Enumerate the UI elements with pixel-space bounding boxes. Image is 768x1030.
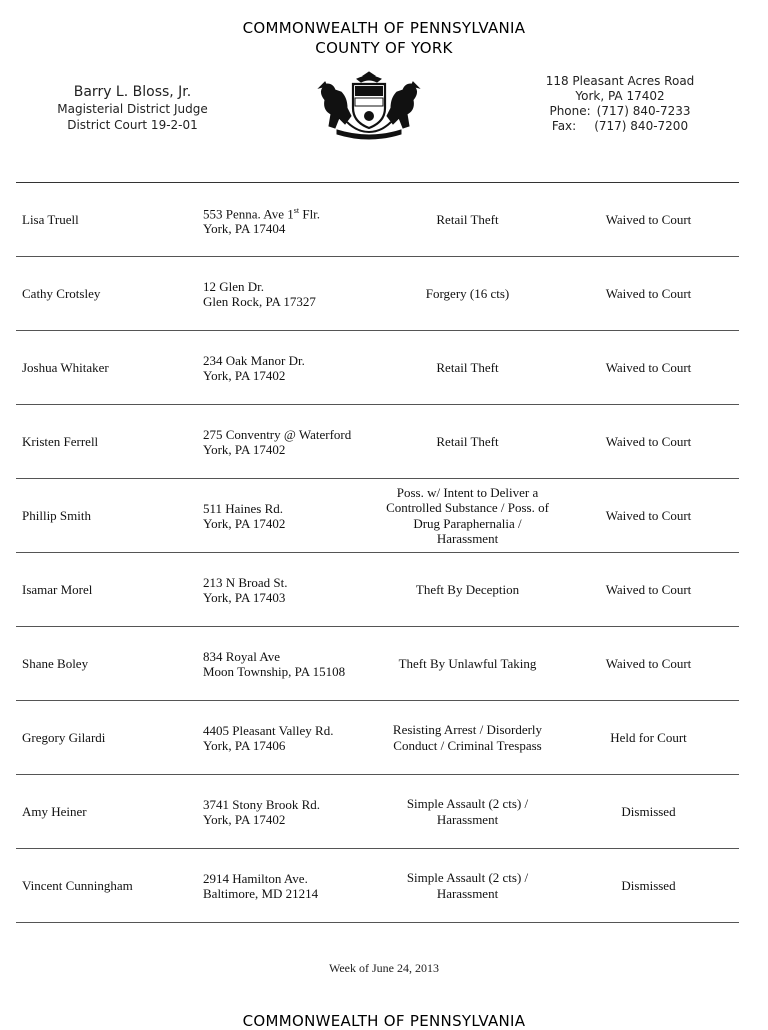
office-address-block [530, 74, 710, 134]
charge: Theft By Deception [415, 581, 520, 597]
defendant-name: Amy Heiner [22, 803, 87, 819]
defendant-address [203, 627, 393, 700]
address-line-1: 213 N Broad St. [203, 574, 288, 590]
charge: Retail Theft [436, 433, 499, 449]
fax-number: (717) 840-7200 [594, 119, 689, 133]
disposition: Waived to Court [605, 433, 692, 449]
disposition: Dismissed [621, 803, 676, 819]
disposition: Waived to Court [605, 581, 692, 597]
defendant-name: Cathy Crotsley [22, 285, 101, 301]
header-county: COUNTY OF YORK [315, 39, 453, 57]
defendant-address [203, 479, 393, 552]
address-line-1: 275 Conventry @ Waterford [203, 426, 352, 442]
defendant-name: Phillip Smith [22, 507, 91, 523]
defendant-name: Joshua Whitaker [22, 359, 109, 375]
charge: Retail Theft [436, 359, 499, 375]
fax-label: Fax: [551, 119, 577, 133]
table-row [16, 183, 739, 257]
defendant-address [203, 331, 393, 404]
office-city: York, PA 17402 [575, 89, 665, 103]
disposition: Waived to Court [605, 655, 692, 671]
defendant-address [203, 405, 393, 478]
phone-number: (717) 840-7233 [596, 104, 691, 118]
table-row [16, 257, 739, 331]
charge: Poss. w/ Intent to Deliver a Controlled Substance / Poss. of Drug Paraphernalia / Harassment [386, 484, 549, 546]
defendant-address [203, 701, 393, 774]
disposition: Dismissed [621, 877, 676, 893]
address-line-2: Glen Rock, PA 17327 [203, 293, 316, 309]
charge: Simple Assault (2 cts) / Harassment [406, 870, 529, 901]
office-fax-row [530, 119, 710, 134]
address-line-2: York, PA 17402 [203, 367, 286, 383]
disposition: Waived to Court [605, 285, 692, 301]
address-line-1: 4405 Pleasant Valley Rd. [203, 722, 334, 738]
charge: Theft By Unlawful Taking [398, 655, 537, 671]
week-of-label: Week of June 24, 2013 [328, 961, 439, 975]
charge: Retail Theft [436, 211, 499, 227]
address-line-2: York, PA 17403 [203, 589, 286, 605]
address-line-2: Moon Township, PA 15108 [203, 663, 346, 679]
judge-block [40, 84, 225, 133]
charge: Simple Assault (2 cts) / Harassment [406, 796, 529, 827]
address-line-2: York, PA 17402 [203, 515, 286, 531]
defendant-name: Gregory Gilardi [22, 729, 106, 745]
defendant-name: Shane Boley [22, 655, 89, 671]
table-row [16, 775, 739, 849]
table-row [16, 553, 739, 627]
pennsylvania-coat-of-arms-icon [307, 70, 431, 140]
address-line-1: 234 Oak Manor Dr. [203, 352, 305, 368]
table-row [16, 849, 739, 923]
disposition: Waived to Court [605, 211, 692, 227]
defendant-address [203, 775, 393, 848]
judge-title: Magisterial District Judge [57, 102, 208, 116]
table-row [16, 701, 739, 775]
table-row [16, 627, 739, 701]
defendant-address [203, 257, 393, 330]
address-line-2: York, PA 17402 [203, 811, 286, 827]
disposition: Waived to Court [605, 359, 692, 375]
address-line-2: York, PA 17402 [203, 441, 286, 457]
court-number: District Court 19-2-01 [67, 118, 198, 132]
address-line-1: 2914 Hamilton Ave. [203, 870, 308, 886]
address-line-2: York, PA 17406 [203, 737, 286, 753]
defendant-address [203, 183, 393, 256]
table-row [16, 479, 739, 553]
defendant-name: Lisa Truell [22, 211, 79, 227]
charge: Resisting Arrest / Disorderly Conduct / Criminal Trespass [392, 722, 543, 753]
address-line-1: 3741 Stony Brook Rd. [203, 796, 321, 812]
phone-label: Phone: [549, 104, 591, 118]
defendant-name: Kristen Ferrell [22, 433, 99, 449]
header-commonwealth: COMMONWEALTH OF PENNSYLVANIA [242, 19, 526, 37]
defendant-name: Isamar Morel [22, 581, 93, 597]
disposition: Waived to Court [605, 507, 692, 523]
defendant-name: Vincent Cunningham [22, 877, 133, 893]
address-line-2: York, PA 17404 [203, 221, 286, 237]
header-commonwealth-next-page: COMMONWEALTH OF PENNSYLVANIA [242, 1012, 526, 1030]
defendant-address [203, 849, 393, 922]
address-line-1: 511 Haines Rd. [203, 500, 284, 516]
address-line-1: 834 Royal Ave [203, 648, 281, 664]
office-street: 118 Pleasant Acres Road [545, 74, 695, 88]
address-line-1: 12 Glen Dr. [203, 278, 265, 294]
table-row [16, 405, 739, 479]
charge: Forgery (16 cts) [425, 285, 510, 301]
address-line-2: Baltimore, MD 21214 [203, 885, 319, 901]
office-phone-row [530, 104, 710, 119]
disposition: Held for Court [610, 729, 687, 745]
address-line-1: 553 Penna. Ave 1st Flr. [203, 205, 321, 222]
table-row [16, 331, 739, 405]
judge-name: Barry L. Bloss, Jr. [73, 84, 192, 100]
records-table [16, 182, 739, 923]
defendant-address [203, 553, 393, 626]
